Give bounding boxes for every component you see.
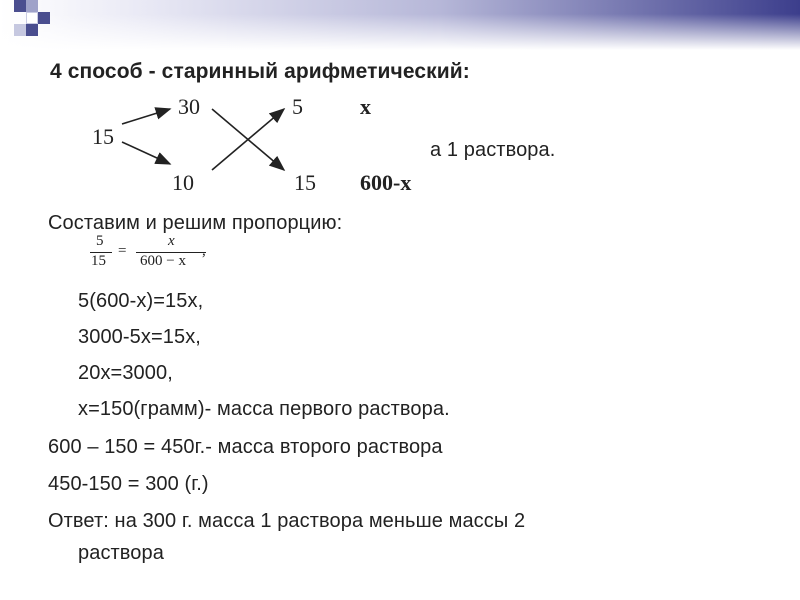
fraction-left-numerator: 5 (96, 233, 104, 249)
diagram-top-right-value: 5 (292, 94, 303, 119)
solution-line: 5(600-x)=15x, (78, 290, 204, 312)
arrow-left-down (122, 142, 170, 164)
answer-line-continued: раствора (78, 542, 164, 564)
diagram-top-mid-value: 30 (178, 94, 200, 119)
decorative-square (14, 0, 26, 12)
decorative-square (14, 24, 26, 36)
arrow-left-up (122, 109, 170, 124)
fraction-left-denominator: 15 (91, 253, 106, 269)
proportion-formula (88, 233, 228, 273)
diagram-bottom-right-value: 15 (294, 170, 316, 195)
slide-title: 4 способ - старинный арифметический: (50, 60, 470, 83)
header-banner-fade (0, 14, 800, 50)
solution-line: 600 – 150 = 450г.- масса второго раствора (48, 436, 443, 458)
solution-line: 3000-5x=15x, (78, 326, 201, 348)
section-subtitle: Составим и решим пропорцию: (48, 212, 343, 234)
answer-line: Ответ: на 300 г. масса 1 раствора меньше массы 2 (48, 510, 526, 532)
diagram-top-variable: x (360, 94, 371, 119)
fraction-right-numerator: x (168, 233, 175, 249)
decorative-square (26, 0, 38, 12)
diagram-bottom-variable: 600-x (360, 170, 412, 195)
solution-line: x=150(грамм)- масса первого раствора. (78, 398, 450, 420)
decorative-square (26, 24, 38, 36)
decorative-square (38, 12, 50, 24)
decorative-square (26, 12, 38, 24)
diagram-left-value: 15 (92, 124, 114, 149)
fraction-comma: , (202, 243, 206, 259)
equals-sign: = (118, 243, 127, 259)
diagram-bottom-mid-value: 10 (172, 170, 194, 195)
solution-line: 20x=3000, (78, 362, 173, 384)
fraction-right-denominator: 600 − x (140, 253, 186, 269)
solution-line: 450-150 = 300 (г.) (48, 473, 209, 495)
mixing-diagram (80, 84, 440, 200)
partial-text: а 1 раствора. (430, 139, 556, 161)
